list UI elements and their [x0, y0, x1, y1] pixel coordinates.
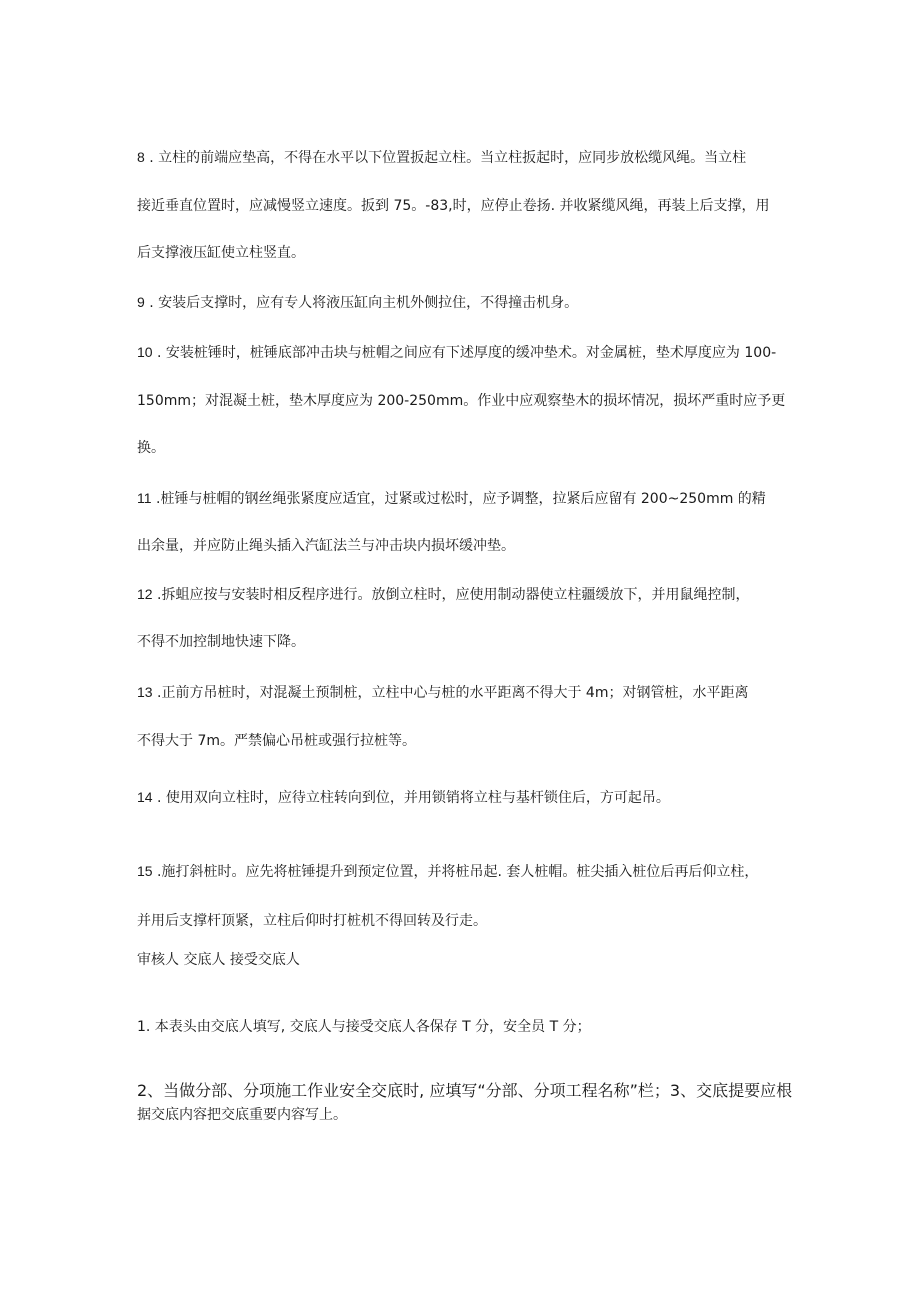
item-text: . 立柱的前端应垫高，不得在水平以下位置扳起立柱。当立柱扳起时，应同步放松缆风绳。当立柱 [144, 150, 747, 166]
item-text: . 使用双向立柱时，应待立柱转向到位，并用锁销将立柱与基杆锁住后，方可起吊。 [152, 790, 670, 806]
item-12-line-2: 不得不加控制地快速下降。 [137, 634, 305, 650]
item-13-line-2: 不得大于 7m。严禁偏心吊桩或强行拉桩等。 [137, 733, 416, 749]
note-2-line-1: 2、当做分部、分项施工作业安全交底时, 应填写“分部、分项工程名称”栏；3、交底提要应根 [137, 1081, 793, 1100]
item-11-line-2: 出余量，并应防止绳头插入汽缸法兰与冲击块内损坏缓冲垫。 [137, 538, 515, 554]
item-number: 10 [137, 344, 153, 360]
item-8-line-1 [137, 147, 746, 168]
item-text: . 安装后支撑时，应有专人将液压缸向主机外侧拉住，不得撞击机身。 [144, 295, 579, 311]
item-number: 9 [137, 294, 145, 310]
item-text: .施打斜桩时。应先将桩锤提升到预定位置，并将桩吊起. 套人桩帽。桩尖插入桩位后再后仰立柱， [152, 864, 759, 880]
item-14-line-1 [137, 787, 670, 808]
item-15-line-2: 并用后支撑杆顶紧，立柱后仰时打桩机不得回转及行走。 [137, 913, 487, 929]
signature-line: 审核人 交底人 接受交底人 [137, 952, 300, 968]
item-text: .拆蛆应按与安装时相反程序进行。放倒立柱时，应使用制动器使立柱疆缓放下，并用鼠绳控制， [152, 587, 750, 603]
item-11-line-1 [137, 488, 766, 509]
item-number: 12 [137, 586, 153, 602]
item-15-line-1 [137, 861, 758, 882]
item-number: 14 [137, 789, 153, 805]
item-number: 8 [137, 149, 145, 165]
item-9-line-1 [137, 292, 578, 313]
item-13-line-1 [137, 682, 748, 703]
note-2-line-2: 据交底内容把交底重要内容写上。 [137, 1107, 347, 1123]
note-1: 1. 本表头由交底人填写, 交底人与接受交底人各保存 T 分，安全员 T 分； [137, 1019, 591, 1035]
item-8-line-3: 后支撑液压缸使立柱竖直。 [137, 245, 305, 261]
item-number: 15 [137, 863, 153, 879]
item-text: . 安装桩锤时，桩锤底部冲击块与桩帽之间应有下述厚度的缓冲垫术。对金属桩，垫术厚度应为 100- [152, 345, 777, 361]
item-10-line-1 [137, 342, 776, 363]
item-10-line-3: 换。 [137, 440, 165, 456]
item-10-line-2: 150mm；对混凝土桩，垫木厚度应为 200-250mm。作业中应观察垫木的损坏情况，损坏严重时应予更 [137, 393, 786, 409]
item-number: 11 [137, 490, 152, 506]
item-text: .正前方吊桩时，对混凝土预制桩，立柱中心与桩的水平距离不得大于 4m；对钢管桩，水平距离 [152, 685, 749, 701]
item-12-line-1 [137, 584, 749, 605]
item-text: .桩锤与桩帽的钢丝绳张紧度应适宜，过紧或过松时，应予调整，拉紧后应留有 200~250mm 的精 [151, 491, 766, 507]
item-8-line-2: 接近垂直位置时，应减慢竖立速度。扳到 75。-83,时，应停止卷扬. 并收紧缆风绳，再装上后支撑，用 [137, 198, 770, 214]
item-number: 13 [137, 684, 153, 700]
